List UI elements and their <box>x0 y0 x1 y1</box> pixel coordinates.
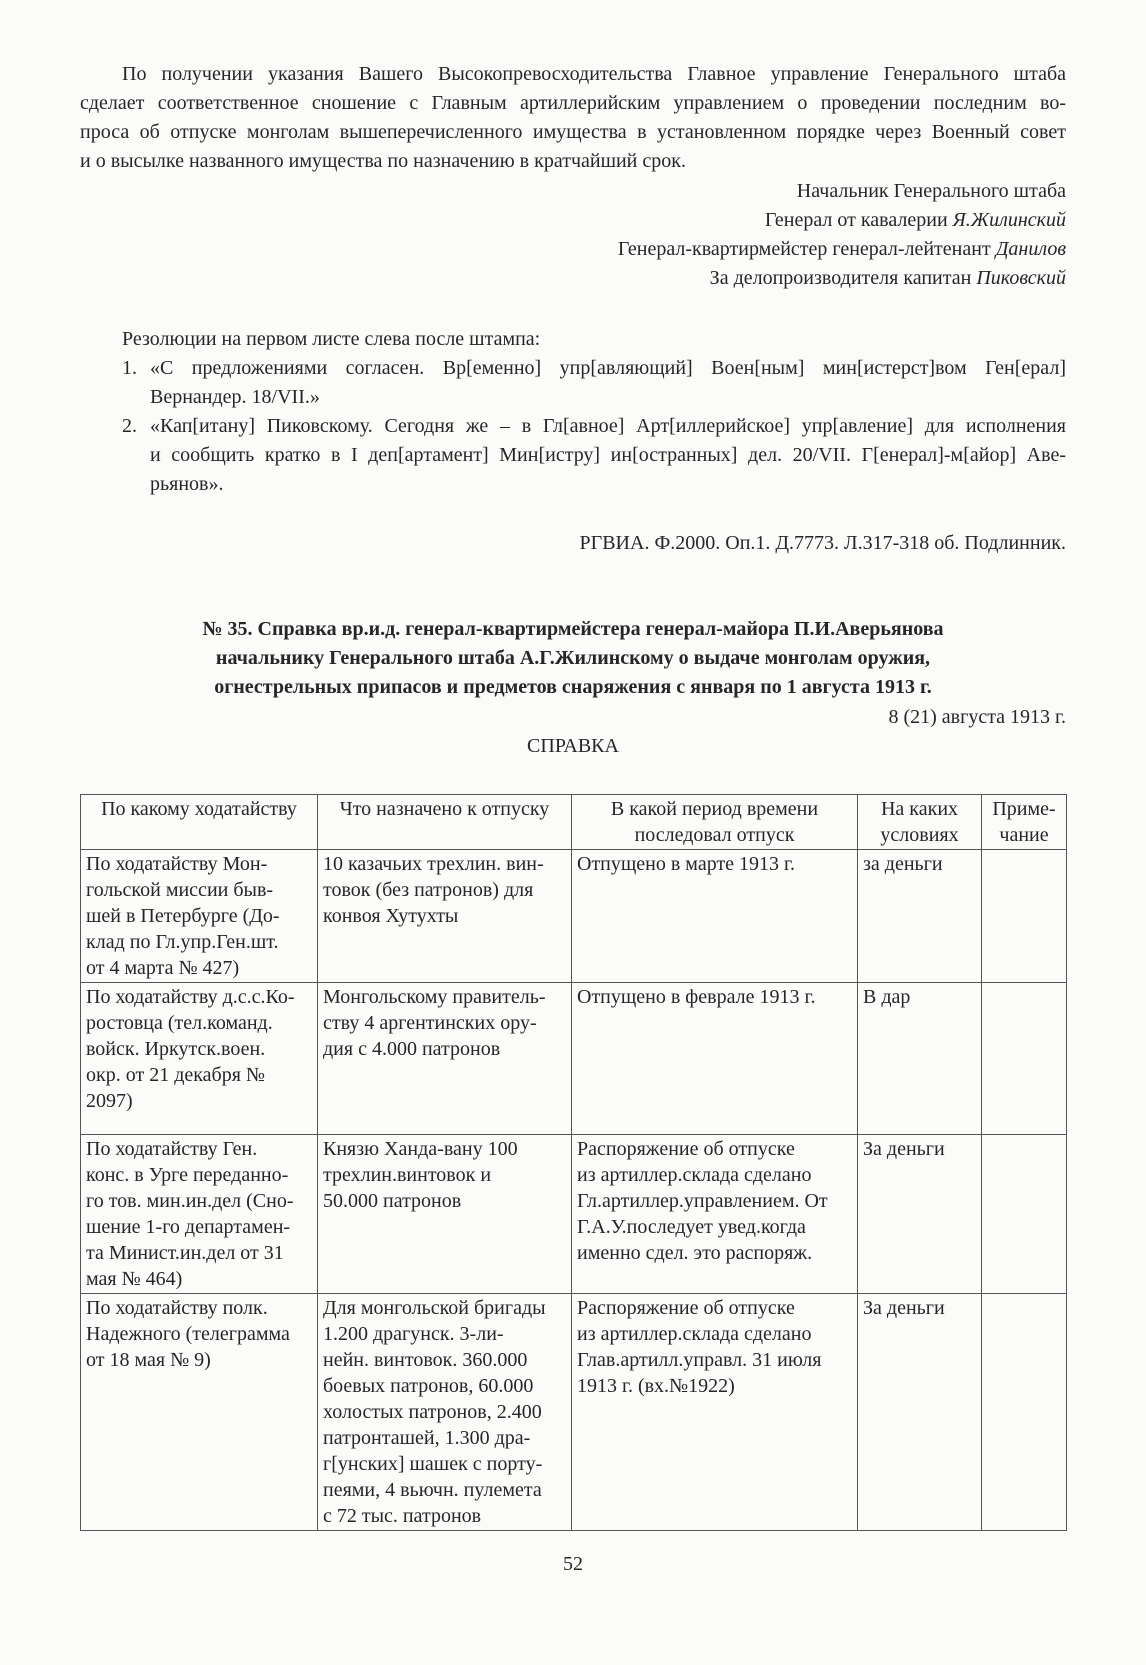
table-cell: По ходатайству д.с.с.Ко- ростовца (тел.команд. войск. Иркутск.воен. окр. от 21 декабря № 2097) <box>81 983 318 1135</box>
resolution-item <box>80 354 1066 412</box>
table-row <box>81 850 1067 983</box>
paragraph-line: По получении указания Вашего Высокопревосходительства Главное управление Генерального штаба <box>122 63 1066 85</box>
table-row <box>81 1135 1067 1294</box>
table-cell <box>982 1294 1067 1531</box>
column-header: На каких условиях <box>858 795 982 850</box>
table-cell: Монгольскому правитель- ству 4 аргентинских ору- дия с 4.000 патронов <box>318 983 572 1135</box>
signature-name: Данилов <box>995 238 1066 260</box>
document-subtitle: СПРАВКА <box>527 735 619 757</box>
table-cell: Для монгольской бригады 1.200 драгунск. 3-ли- нейн. винтовок. 360.000 боевых патронов, 60.000 холостых патронов, 2.400 патронташей, 1.300 дра- г[унских] шашек с порту- пеями, 4 вьючн. пулемета с 72 тыс. патронов <box>318 1294 572 1531</box>
paragraph-line: и о высылке названного имущества по назначению в кратчайший срок. <box>80 150 686 172</box>
table-cell: за деньги <box>858 850 982 983</box>
archive-source: РГВИА. Ф.2000. Оп.1. Д.7773. Л.317-318 об. Подлинник. <box>579 532 1066 554</box>
signature-title: Генерал-квартирмейстер генерал-лейтенант <box>617 238 996 260</box>
resolution-line: Вернандер. 18/VII.» <box>150 386 320 408</box>
signature-line <box>80 264 1066 293</box>
table-cell: Распоряжение об отпуске из артиллер.склада сделано Гл.артиллер.управлением. От Г.А.У.последует увед.когда именно сдел. это распоряж. <box>572 1135 858 1294</box>
signature-name: Я.Жилинский <box>952 209 1066 231</box>
column-header: Что назначено к отпуску <box>318 795 572 850</box>
resolution-item <box>80 412 1066 499</box>
heading-line: огнестрельных припасов и предметов снаряжения с января по 1 августа 1913 г. <box>214 676 932 698</box>
document-date: 8 (21) августа 1913 г. <box>888 706 1066 728</box>
paragraph-line: сделает соответственное сношение с Главным артиллерийским управлением о проведении последним во- <box>80 92 1066 114</box>
table-cell: Князю Ханда-вану 100 трехлин.винтовок и 50.000 патронов <box>318 1135 572 1294</box>
table-cell <box>982 983 1067 1135</box>
table-cell: По ходатайству полк. Надежного (телеграмма от 18 мая № 9) <box>81 1294 318 1531</box>
signature-line <box>80 206 1066 235</box>
resolution-line: и сообщить кратко в I деп[артамент] Мин[истру] ин[остранных] дел. 20/VII. Г[енерал]-м[айор] Аве- <box>150 444 1066 466</box>
table-cell <box>982 1135 1067 1294</box>
table-cell: Отпущено в марте 1913 г. <box>572 850 858 983</box>
resolution-number: 2. <box>122 415 137 437</box>
table-cell: Распоряжение об отпуске из артиллер.склада сделано Глав.артилл.управл. 31 июля 1913 г. (вх.№1922) <box>572 1294 858 1531</box>
table-cell: Отпущено в феврале 1913 г. <box>572 983 858 1135</box>
signature-title: Начальник Генерального штаба <box>796 180 1066 202</box>
resolutions-intro: Резолюции на первом листе слева после штампа: <box>122 328 541 350</box>
signature-title: Генерал от кавалерии <box>764 209 953 231</box>
table-cell: По ходатайству Ген. конс. в Урге переданно- го тов. мин.ин.дел (Сно- шение 1-го департамен- та Минист.ин.дел от 31 мая № 464) <box>81 1135 318 1294</box>
signature-title: За делопроизводителя капитан <box>709 267 977 289</box>
table-row <box>81 1294 1067 1531</box>
table-cell: За деньги <box>858 1135 982 1294</box>
table-cell: 10 казачьих трехлин. вин- товок (без патронов) для конвоя Хутухты <box>318 850 572 983</box>
table-cell: В дар <box>858 983 982 1135</box>
paragraph-line: проса об отпуске монголам вышеперечисленного имущества в установленном порядке через Военный совет <box>80 121 1066 143</box>
signature-block <box>80 177 1066 293</box>
column-header: Приме- чание <box>982 795 1067 850</box>
column-header: По какому ходатайству <box>81 795 318 850</box>
column-header: В какой период времени последовал отпуск <box>572 795 858 850</box>
resolution-number: 1. <box>122 357 137 379</box>
resolution-line: «Кап[итану] Пиковскому. Сегодня же – в Гл[авное] Арт[иллерийское] упр[авление] для исполнения <box>150 415 1066 437</box>
signature-name: Пиковский <box>976 267 1066 289</box>
resolution-line: «С предложениями согласен. Вр[еменно] упр[авляющий] Воен[ным] мин[истерст]вом Ген[ерал] <box>150 357 1066 379</box>
table-header-row <box>81 795 1067 850</box>
heading-line: № 35. Справка вр.и.д. генерал-квартирмейстера генерал-майора П.И.Аверьянова <box>202 618 944 640</box>
signature-line <box>80 177 1066 206</box>
table-cell: За деньги <box>858 1294 982 1531</box>
page-number: 52 <box>563 1553 583 1575</box>
table-cell <box>982 850 1067 983</box>
heading-line: начальнику Генерального штаба А.Г.Жилинскому о выдаче монголам оружия, <box>215 647 931 669</box>
issuance-table <box>80 794 1067 1531</box>
resolution-line: рьянов». <box>150 473 224 495</box>
letter-closing-paragraph <box>80 60 1066 176</box>
resolutions-section <box>80 325 1066 499</box>
table-cell: По ходатайству Мон- гольской миссии быв- шей в Петербурге (До- клад по Гл.упр.Ген.шт. от 4 марта № 427) <box>81 850 318 983</box>
document-heading <box>80 615 1066 702</box>
signature-line <box>80 235 1066 264</box>
table-row <box>81 983 1067 1135</box>
